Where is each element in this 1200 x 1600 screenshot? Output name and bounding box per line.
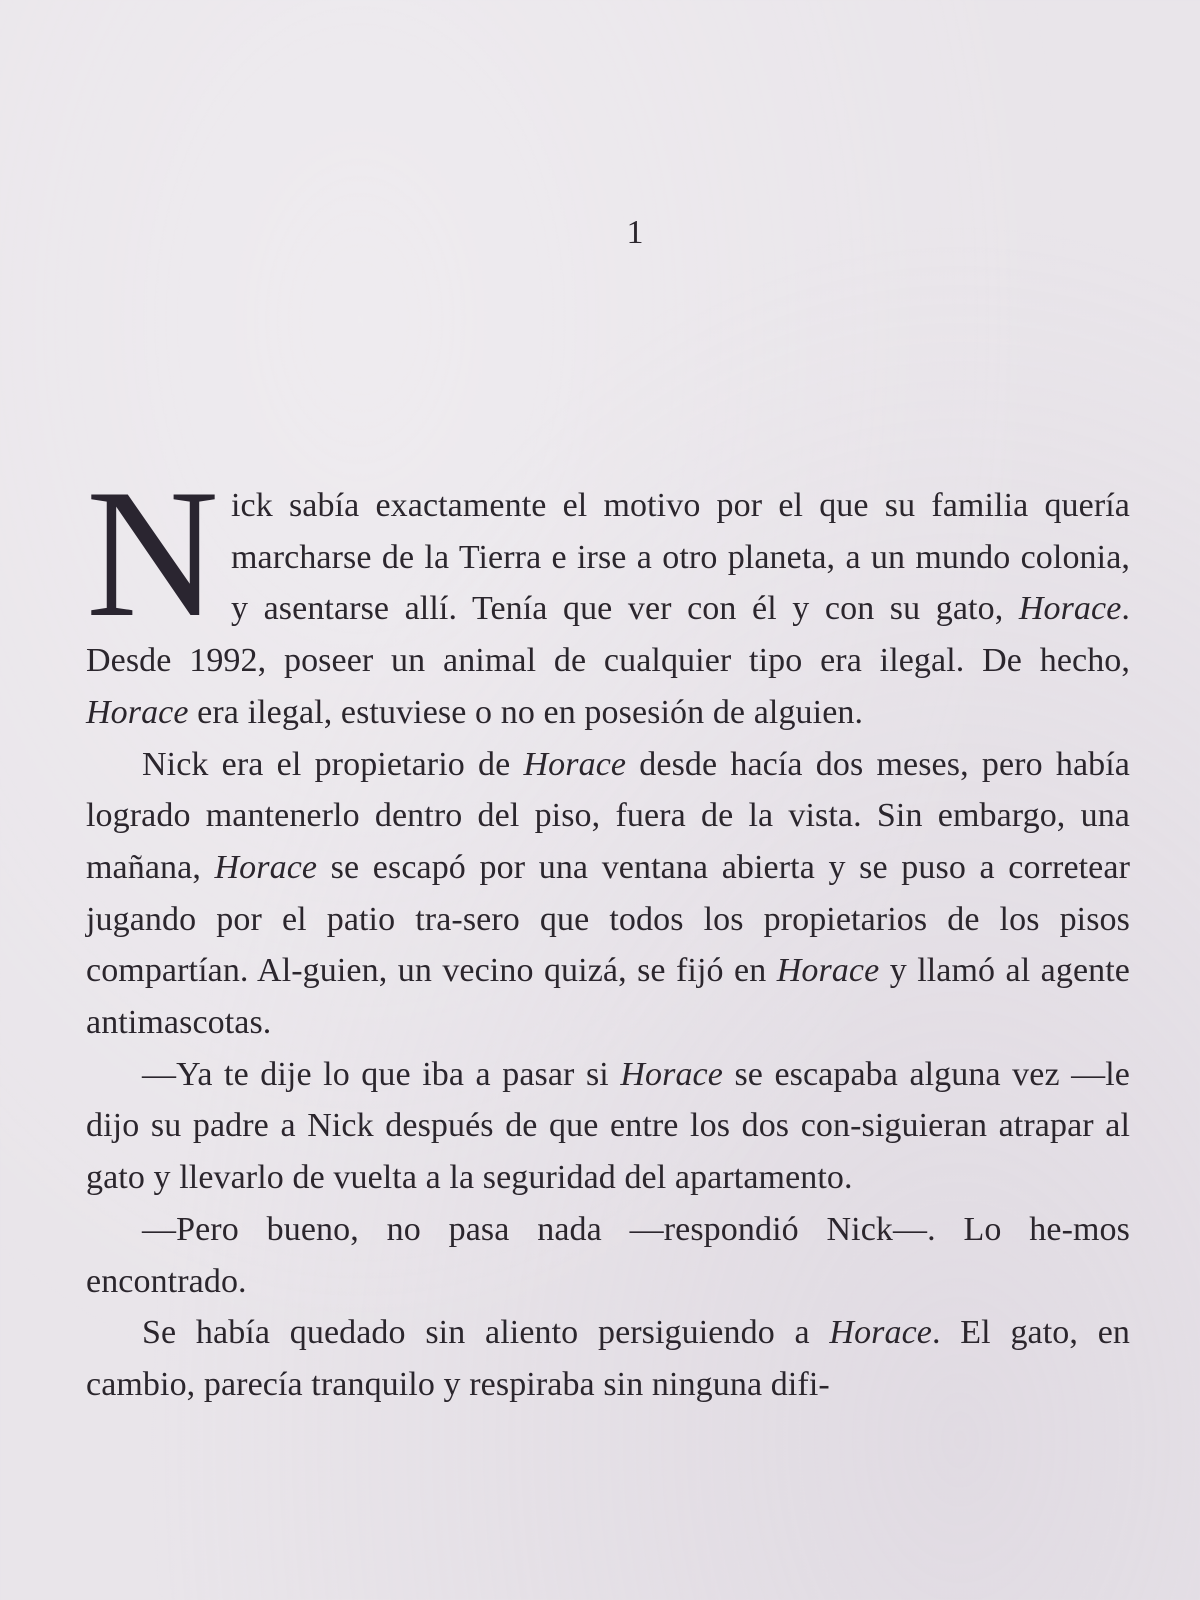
paragraph: [86, 739, 1130, 1049]
paragraph: [86, 451, 1130, 739]
drop-cap: N: [86, 451, 219, 655]
italic-name: Horace: [1018, 590, 1122, 628]
text-run: y llamó al agente antimascotas.: [86, 952, 1130, 1042]
text-run: desde hacía dos meses, pero había logrado mantenerlo dentro del piso, fuera de la vista. Sin embargo, una mañana,: [86, 745, 1130, 886]
italic-name: Horace: [86, 693, 189, 731]
text-run: Nick era el propietario de: [142, 745, 524, 783]
italic-name: Horace: [620, 1055, 723, 1093]
paragraph: [86, 1049, 1130, 1204]
text-run: . Desde 1992, poseer un animal de cualquier tipo era ilegal. De hecho,: [86, 590, 1130, 680]
italic-name: Horace: [523, 745, 627, 783]
paragraph: [86, 1307, 1130, 1410]
chapter-body: [86, 451, 1130, 1411]
text-run: ick sabía exactamente el motivo por el que su familia quería marcharse de la Tierra e irse a otro planeta, a un mundo colonia, y asentarse allí. Tenía que ver con él y con su gato,: [230, 487, 1130, 628]
italic-name: Horace: [776, 952, 880, 990]
paragraph: [86, 1204, 1130, 1307]
text-run: era ilegal, estuviese o no en posesión de alguien.: [188, 693, 864, 731]
text-run: . El gato, en cambio, parecía tranquilo y respiraba sin ninguna difi-: [86, 1314, 1130, 1403]
text-run: —Pero bueno, no pasa nada —respondió Nick—. Lo he-mos encontrado.: [86, 1210, 1130, 1300]
italic-name: Horace: [829, 1314, 932, 1352]
text-run: Se había quedado sin aliento persiguiendo a: [142, 1314, 830, 1352]
chapter-number: 1: [626, 214, 644, 251]
text-run: se escapó por una ventana abierta y se puso a corretear jugando por el patio tra-sero que todos los propietarios de los pisos compartían. Al-guien, un vecino quizá, se fijó en: [86, 848, 1130, 990]
text-run: se escapaba alguna vez —le dijo su padre a Nick después de que entre los dos con-siguieran atrapar al gato y llevarlo de vuelta a la seguridad del apartamento.: [86, 1055, 1130, 1197]
text-run: —Ya te dije lo que iba a pasar si: [142, 1055, 621, 1093]
italic-name: Horace: [214, 848, 318, 886]
